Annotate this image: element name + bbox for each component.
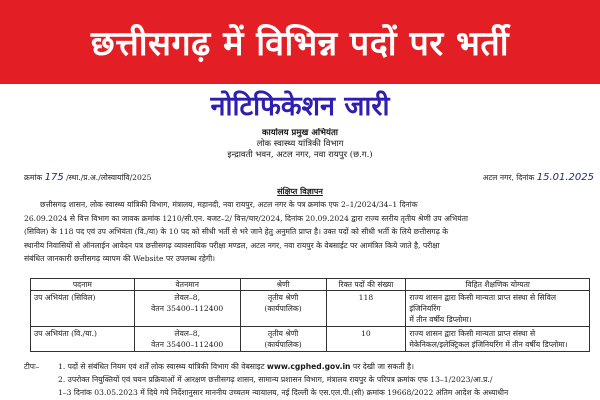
advertisement-title: संक्षिप्त विज्ञापन <box>277 186 323 196</box>
table-header-row <box>31 279 590 291</box>
ref-suffix: /स्था./प्र.अ./लोस्वायांवि/2025 <box>66 173 152 182</box>
category-class: तृतीय श्रेणी <box>267 329 299 338</box>
qualification-line: मेकेनिकल/इलेक्ट्रिकल इंजिनियरिंग में तीन वर्षीय डिप्लोमा। <box>409 340 568 349</box>
post-name: उप अभियंता (सिविल) <box>31 291 135 327</box>
banner-title: छत्तीसगढ़ में विभिन्न पदों पर भर्ती <box>90 24 510 64</box>
table-row <box>31 291 590 327</box>
notes-section <box>24 360 594 399</box>
vacancy-table <box>30 278 590 352</box>
note-item <box>24 386 594 399</box>
paragraph-line: संबंधित जानकारी छत्तीसगढ़ व्यापम की Website पर उपलब्ध रहेगी। <box>24 254 216 263</box>
category-class: तृतीय श्रेणी <box>267 293 299 302</box>
pay-scale <box>134 291 240 327</box>
note-text: 1. पदों से संबंधित नियम एवं शर्तें लोक स्वास्थ्य यांत्रिकी विभाग की वेबसाइट <box>58 362 265 371</box>
category <box>240 327 326 352</box>
column-header: रिक्त पदों की संख्या <box>326 279 406 291</box>
column-header: श्रेणी <box>240 279 326 291</box>
column-header: विहित शैक्षणिक योग्यता <box>406 279 590 291</box>
qualification-line: राज्य शासन द्वारा किसी मान्यता प्राप्त संस्था से <box>409 329 536 338</box>
table-row <box>31 327 590 352</box>
qualification <box>406 291 590 327</box>
category <box>240 291 326 327</box>
qualification-line: में तीन वर्षीय डिप्लोमा। <box>409 315 472 324</box>
website-link[interactable]: www.cgphed.gov.in <box>266 362 351 371</box>
category-type: (कार्यपालिक) <box>264 304 302 313</box>
paragraph-line: 26.09.2024 से वित्त विभाग का जावक क्रमांक 1210/सी.एन. बजट–2/ वित्त/चार/2024, दिनांक 20.09.2024 द्वारा राज्य स्तरीय तृतीय श्रेणी उप अभियंता <box>24 213 468 223</box>
ref-date: 15.01.2025 <box>536 172 594 183</box>
pay-level: लेवल–8, <box>174 329 200 338</box>
vacancy-count: 10 <box>326 327 406 352</box>
column-header: पदनाम <box>31 279 135 291</box>
note-item <box>24 373 594 386</box>
ref-prefix: क्रमांक <box>24 173 43 182</box>
qualification-line: राज्य शासन द्वारा किसी मान्यता प्राप्त संस्था से सिविल इंजिनियरिंग <box>409 293 556 313</box>
note-text: 2. उपरोक्त नियुक्तियों एवं चयन प्रक्रियाओं में आरक्षण छत्तीसगढ़ शासन, सामान्य प्रशासन विभाग, मंत्रालय रायपुर के परिपत्र क्रमांक एफ 13–1/2023/आ.प्र./ <box>58 375 493 384</box>
ref-number: 175 <box>44 172 64 183</box>
advertisement-paragraph <box>24 198 594 266</box>
department-name: लोक स्वास्थ्य यांत्रिकी विभाग <box>256 139 344 149</box>
paragraph-line: (सिविल) के 118 पद एवं उप अभियंता (वि./या) के 10 पद को सीधी भर्ती से भरे जाने हेतु अनुमति प्राप्त है। उक्त पदों को सीधी भर्ती के लिये छत्तीसगढ़ के <box>24 227 449 236</box>
pay-level: लेवल–8, <box>174 293 200 302</box>
pay-range: वेतन 35400–112400 <box>151 304 224 313</box>
reference-line <box>24 172 594 184</box>
office-address: इन्द्रावती भवन, अटल नगर, नवा रायपुर (छ.ग.) <box>227 150 373 160</box>
pay-scale <box>134 327 240 352</box>
vacancy-count: 118 <box>326 291 406 327</box>
notes-label: टीपः– <box>24 362 40 371</box>
notification-heading: नोटिफिकेशन जारी <box>210 91 390 122</box>
paragraph-line: स्थानीय निवासियों से ऑनलाईन आवेदन पत्र छत्तीसगढ़ व्यावसायिक परीक्षा मण्डल, अटल नगर, नवा रायपुर के वेबसाईट पर आमंत्रित किये जाते है, परीक्षा <box>24 240 440 250</box>
column-header: वेतनमान <box>134 279 240 291</box>
office-header <box>0 128 600 161</box>
category-type: (कार्यपालिक) <box>264 340 302 349</box>
place-date-label: अटल नगर, दिनांक <box>482 173 535 182</box>
note-text: 1–3 दिनांक 03.05.2023 में दिये गये निर्देशानुसार माननीय उच्चतम न्यायालय, नई दिल्ली के एस.एल.पी.(सी) क्रमांक 19668/2022 अंतिम आदेश के अध्याधीन <box>58 388 509 397</box>
notice-document <box>0 128 600 400</box>
note-text: पर देखी जा सकती है। <box>352 362 414 371</box>
note-item <box>24 360 594 373</box>
paragraph-line: छत्तीसगढ़ शासन, लोक स्वास्थ्य यांत्रिकी विभाग, मंत्रालय, महानदी, नवा रायपुर, अटल नगर के पत्र क्रमांक एफ 2–1/2024/34–1 दिनांक <box>40 200 418 209</box>
pay-range: वेतन 35400–112400 <box>151 340 224 349</box>
post-name: उप अभियंता (वि./या.) <box>31 327 135 352</box>
qualification <box>406 327 590 352</box>
office-name: कार्यालय प्रमुख अभियंता <box>262 128 338 138</box>
title-banner <box>0 0 600 84</box>
